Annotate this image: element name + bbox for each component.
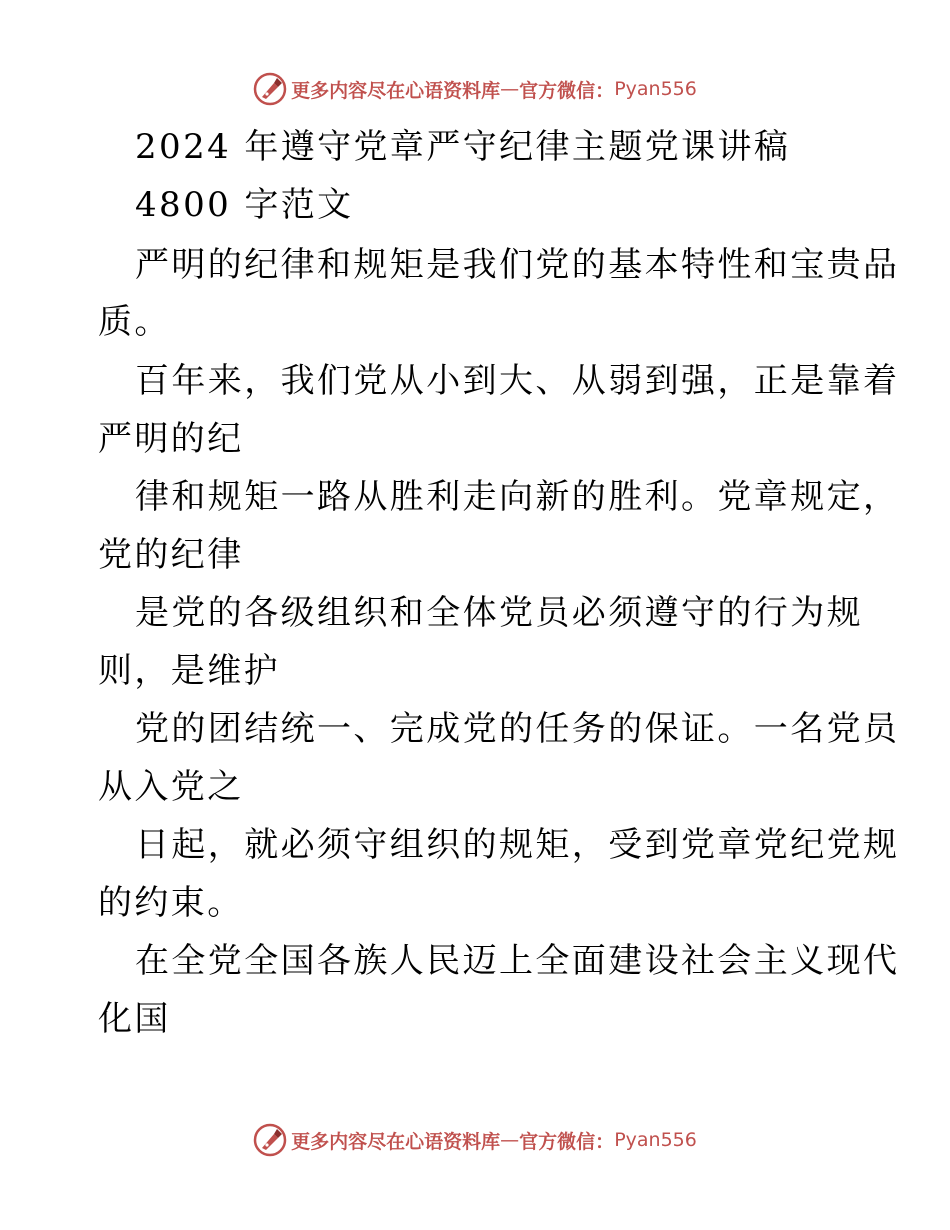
body-line: 严明的纪 bbox=[98, 419, 244, 459]
document-title-line-2: 4800 字范文 bbox=[135, 185, 354, 225]
body-line: 化国 bbox=[98, 999, 171, 1039]
body-line: 质。 bbox=[98, 302, 171, 342]
body-line: 是党的各级组织和全体党员必须遵守的行为规 bbox=[135, 593, 863, 633]
document-title-line-1: 2024 年遵守党章严守纪律主题党课讲稿 bbox=[135, 127, 791, 167]
body-line: 日起，就必须守组织的规矩，受到党章党纪党规 bbox=[135, 825, 900, 865]
body-line: 在全党全国各族人民迈上全面建设社会主义现代 bbox=[135, 941, 900, 981]
body-line: 的约束。 bbox=[98, 883, 244, 923]
body-line: 百年来，我们党从小到大、从弱到强，正是靠着 bbox=[135, 361, 900, 401]
watermark-dash: — bbox=[500, 1129, 520, 1151]
watermark-dash: — bbox=[500, 78, 520, 100]
body-line: 从入党之 bbox=[98, 767, 244, 807]
watermark-id: Pyan556 bbox=[614, 1129, 697, 1151]
pen-nib-circle-icon bbox=[253, 1123, 287, 1157]
footer-watermark bbox=[0, 1122, 950, 1158]
body-line: 严明的纪律和规矩是我们党的基本特性和宝贵品 bbox=[135, 245, 900, 285]
body-line: 党的纪律 bbox=[98, 535, 244, 575]
body-line: 律和规矩一路从胜利走向新的胜利。党章规定， bbox=[135, 477, 900, 517]
pen-nib-circle-icon bbox=[253, 72, 287, 106]
watermark-sub-text: 官方微信： bbox=[519, 79, 615, 102]
header-watermark bbox=[0, 71, 950, 107]
body-line: 党的团结统一、完成党的任务的保证。一名党员 bbox=[135, 709, 900, 749]
watermark-id: Pyan556 bbox=[614, 78, 697, 100]
watermark-main-text: 更多内容尽在心语资料库 bbox=[291, 1130, 501, 1153]
watermark-main-text: 更多内容尽在心语资料库 bbox=[291, 79, 501, 102]
body-line: 则，是维护 bbox=[98, 651, 280, 691]
watermark-sub-text: 官方微信： bbox=[519, 1130, 615, 1153]
